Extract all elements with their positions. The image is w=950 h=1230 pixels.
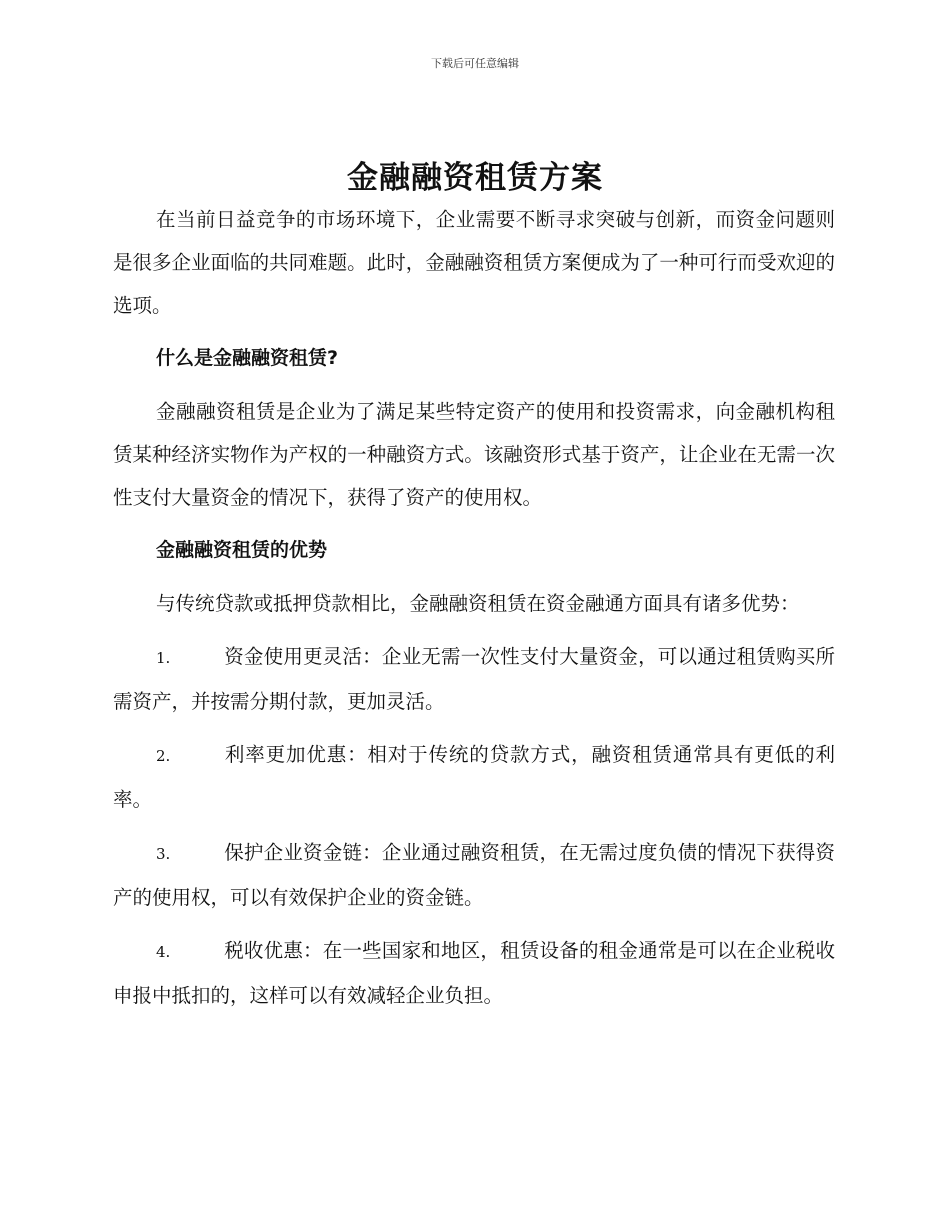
list-item-number: 1. [156,649,171,667]
list-item-text: 资金使用更灵活：企业无需一次性支付大量资金，可以通过租赁购买所需资产，并按需分期付款，更加灵活。 [113,645,835,713]
section-heading-advantages: 金融融资租赁的优势 [156,539,328,561]
list-item-number: 2. [156,747,171,765]
intro-paragraph: 在当前日益竞争的市场环境下，企业需要不断寻求突破与创新，而资金问题则是很多企业面临的共同难题。此时，金融融资租赁方案便成为了一种可行而受欢迎的选项。 [113,208,835,317]
document-body [113,198,835,1027]
list-item [113,929,835,1017]
list-item [113,733,835,821]
header-note: 下载后可任意编辑 [431,57,519,70]
list-item-number: 3. [156,845,171,863]
document-title: 金融融资租赁方案 [347,160,603,196]
list-item-text: 利率更加优惠：相对于传统的贷款方式，融资租赁通常具有更低的利率。 [113,743,835,811]
list-item-text: 保护企业资金链：企业通过融资租赁，在无需过度负债的情况下获得资产的使用权，可以有效保护企业的资金链。 [113,841,835,909]
list-item-number: 4. [156,943,171,961]
list-item [113,635,835,723]
definition-paragraph: 金融融资租赁是企业为了满足某些特定资产的使用和投资需求，向金融机构租赁某种经济实物作为产权的一种融资方式。该融资形式基于资产，让企业在无需一次性支付大量资金的情况下，获得了资产的使用权。 [113,400,835,509]
list-item [113,831,835,919]
section-heading-definition: 什么是金融融资租赁? [156,347,339,369]
advantages-intro-paragraph: 与传统贷款或抵押贷款相比，金融融资租赁在资金融通方面具有诸多优势： [156,592,800,615]
list-item-text: 税收优惠：在一些国家和地区，租赁设备的租金通常是可以在企业税收申报中抵扣的，这样可以有效减轻企业负担。 [113,939,835,1007]
